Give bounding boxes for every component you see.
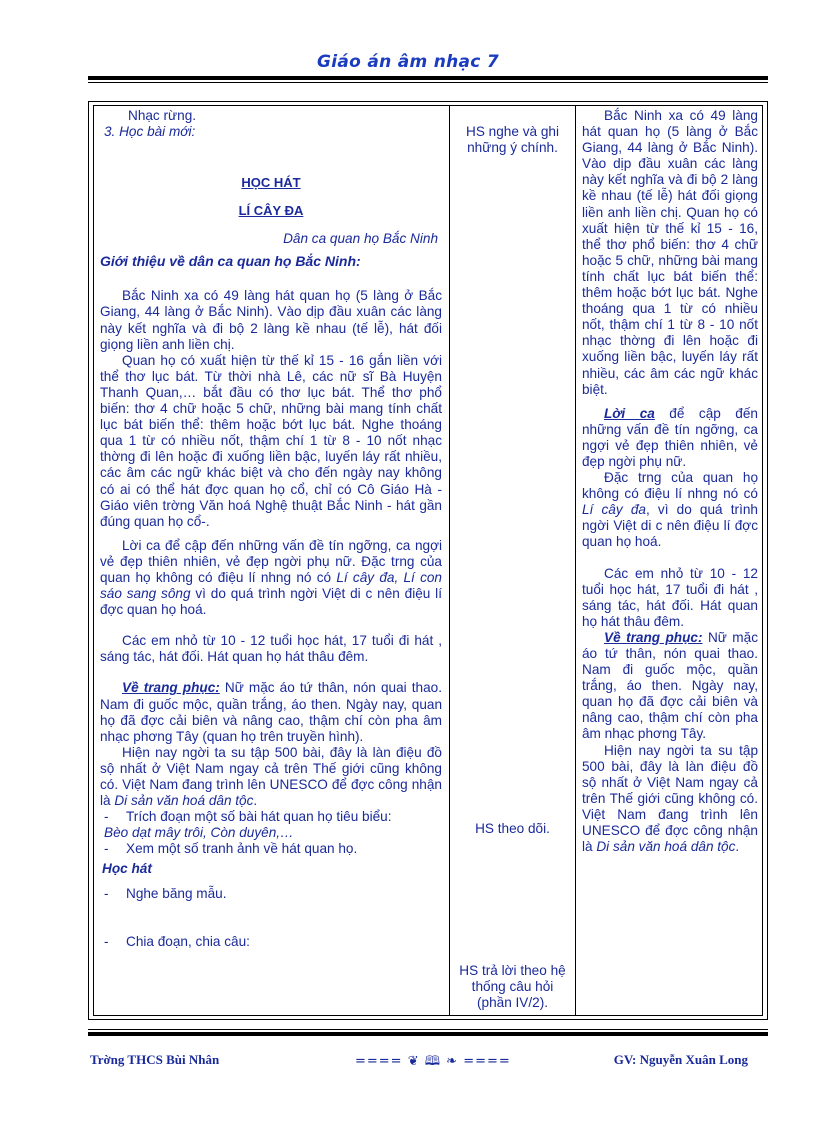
header-rule-thick xyxy=(88,76,768,80)
footer-ornament: ==== ❦ 🕮 ❧ ==== xyxy=(355,1054,511,1069)
p6-heritage: Di sản văn hoá dân tộc xyxy=(596,839,736,855)
intro-paragraph-6 xyxy=(100,745,442,809)
intro-paragraph-5 xyxy=(100,680,442,744)
right-costume-text: Nữ mặc áo tứ thân, nón quai thao. Nam đi guốc mộc, quần trắng, áo then. Ngày nay, quan họ đã đợc cải biên và nâng cao, thậm chí còn pha âm nhạc phơng Tây. xyxy=(582,629,758,742)
content-column xyxy=(576,106,762,1015)
list-item-excerpts-songs: Bèo dạt mây trôi, Còn duyên,… xyxy=(104,825,294,841)
content-paragraph-6 xyxy=(582,743,758,856)
student-note-1: HS nghe và ghi những ý chính. xyxy=(466,124,559,155)
list-item-split xyxy=(100,934,442,950)
dash-marker: - xyxy=(104,933,109,949)
content-paragraph-1: Bắc Ninh xa có 49 làng hát quan họ (5 làng ở Bắc Giang, 44 làng ở Bắc Ninh). Vào dịp đầu xuân các làng này kết nghĩa và đi bộ 2 làng kề nhau (tế lễ) hát đối giọng liền anh liền chị. Quan họ có xuất hiện từ thế kỉ 15 - 16, thể thơ phổ biến: thơ 4 chữ hoặc 5 chữ, những bài mang tính chất lục bát biến thể: thêm hoặc bớt lục bát. Nghe thoáng qua 1 từ có nhiều nốt, thậm chí 1 từ 8 - 10 nốt nhạc thờng đi lên hoặc đi xuống liền bậc, luyến láy rất nhiều, các âm các ngữ khác biệt. xyxy=(582,108,758,397)
learn-heading: Học hát xyxy=(102,861,152,877)
student-note-3: HS trả lời theo hệ thống câu hỏi (phần IV/2). xyxy=(459,963,566,1010)
intro-paragraph-2: Quan họ có xuất hiện từ thế kỉ 15 - 16 gắn liền với thể thơ lục bát. Từ thời nhà Lê, các nữ sĩ Bà Huyện Thanh Quan,… bắt đầu có thơ lục bát. Thể thơ phổ biến: thơ 4 chữ hoặc 5 chữ, những bài mang tính chất lục bát biến thể: thêm hoặc bớt lục bát. Nghe thoáng qua 1 từ có nhiều nốt, thậm chí 1 từ 8 - 10 nốt nhạc thờng đi lên hoặc đi xuống liền bậc, luyến láy rất nhiều, các âm các ngữ khác biệt và cho đến ngày nay không có ai có thể hát đợc quan họ cổ, chỉ có Cô Giáo Hà - Giáo viên trờng Văn hoá Nghệ thuật Bắc Ninh - hát gần đúng quan họ cổ-. xyxy=(100,352,442,529)
intro-paragraph-3 xyxy=(100,538,442,618)
section-new-lesson: 3. Học bài mới: xyxy=(104,124,196,140)
song-title-hoc-hat: HỌC HÁT xyxy=(241,175,301,191)
content-paragraph-4: Các em nhỏ từ 10 - 12 tuổi học hát, 17 tuổi đi hát , sáng tác, hát đối. Hát quan họ hát thâu đêm. xyxy=(582,565,758,629)
list-item-excerpts xyxy=(100,809,442,825)
dash-marker: - xyxy=(104,841,109,857)
content-paragraph-3 xyxy=(582,470,758,550)
lesson-table-frame xyxy=(88,101,768,1020)
student-note-2: HS theo dõi. xyxy=(475,821,550,836)
list-item-listen-text: Nghe băng mẫu. xyxy=(126,885,227,901)
p3-text: Đặc trng của quan họ không có điệu lí nhng nó có xyxy=(582,470,758,502)
costume-text: Nữ mặc áo tứ thân, nón quai thao. Nam đi guốc mộc, quần trắng, áo then. Ngày nay, quan họ đã đợc cải biên và nâng cao, thậm chí còn pha âm nhạc phơng Tây (quan họ trên truyền hình). xyxy=(100,680,442,744)
para3-song-names: Lí cây đa, Lí con sáo sang sông xyxy=(100,569,442,602)
para6-tail: . xyxy=(253,793,258,809)
list-item-pictures xyxy=(100,841,442,857)
dash-marker: - xyxy=(104,809,109,825)
footer-rule-thick xyxy=(88,1032,768,1036)
dash-marker: - xyxy=(104,885,109,901)
p3-tail: , vì do quá trình ngời Việt di c nên điệu lí đợc quan họ hoá. xyxy=(582,502,758,550)
footer-teacher: GV: Nguyễn Xuân Long xyxy=(613,1052,748,1067)
para3-tail: vì do quá trình ngời Việt di c nên điệu lí đợc quan họ hoá. xyxy=(100,586,442,618)
header-rule-thin xyxy=(88,82,768,83)
teacher-activity-column xyxy=(94,106,450,1015)
page-title: Giáo án âm nhạc 7 xyxy=(316,52,500,72)
lyrics-text: để cập đến những vấn đề tín ngỡng, ca ngợi vẻ đẹp thiên nhiên, vẻ đẹp ngời phụ nữ. xyxy=(582,405,758,469)
p3-song-name: Lí cây đa xyxy=(582,502,646,518)
content-paragraph-5 xyxy=(582,630,758,743)
list-item-listen xyxy=(100,886,442,902)
para6-heritage: Di sản văn hoá dân tộc xyxy=(114,793,254,809)
costume-label: Về trang phục: xyxy=(122,680,220,696)
para6-text: Hiện nay ngời ta su tập 500 bài, đây là làn điệu đồ sộ nhất ở Việt Nam ngay cả trên Thế giới cũng không có. Việt Nam đang trình lên UNESCO để đợc công nhận là xyxy=(100,744,442,809)
p6-text: Hiện nay ngời ta su tập 500 bài, đây là làn điệu đồ sộ nhất ở Việt Nam ngay cả trên Thế giới cũng không có. Việt Nam đang trình lên UNESCO để đợc công nhận là xyxy=(582,742,758,855)
intro-paragraph-1: Bắc Ninh xa có 49 làng hát quan họ (5 làng ở Bắc Giang, 44 làng ở Bắc Ninh). Vào dịp đầu xuân các làng này kết nghĩa và đi bộ 2 làng kề nhau (tế lễ), hát đối giọng liền anh liền chị. xyxy=(100,288,442,352)
song-origin: Dân ca quan họ Bắc Ninh xyxy=(283,231,438,247)
line-nhac-rung: Nhạc rừng. xyxy=(128,108,197,123)
intro-heading: Giới thiệu về dân ca quan họ Bắc Ninh: xyxy=(100,253,361,270)
list-item-split-text: Chia đoạn, chia câu: xyxy=(126,933,250,949)
song-title-li-cay-da: LÍ CÂY ĐA xyxy=(238,203,304,219)
content-paragraph-2 xyxy=(582,406,758,470)
footer-school: Trờng THCS Bùi Nhân xyxy=(90,1052,220,1067)
student-activity-column xyxy=(450,106,576,1015)
right-costume-label: Về trang phục: xyxy=(604,629,703,645)
intro-paragraph-4: Các em nhỏ từ 10 - 12 tuổi học hát, 17 tuổi đi hát , sáng tác, hát đối. Hát quan họ hát thâu đêm. xyxy=(100,633,442,665)
lyrics-label: Lời ca xyxy=(604,405,655,421)
para3-text: Lời ca để cập đến những vấn đề tín ngỡng, ca ngợi vẻ đẹp thiên nhiên, vẻ đẹp ngời phụ nữ. Đặc trng của quan họ không có điệu lí nhng nó có xyxy=(100,537,442,585)
footer-rule-thin xyxy=(88,1029,768,1030)
lesson-table xyxy=(93,105,763,1016)
list-item-excerpts-text: Trích đoạn một số bài hát quan họ tiêu biểu: xyxy=(126,809,392,825)
p6-tail: . xyxy=(735,839,740,855)
list-item-pictures-text: Xem một số tranh ảnh về hát quan họ. xyxy=(126,841,358,857)
